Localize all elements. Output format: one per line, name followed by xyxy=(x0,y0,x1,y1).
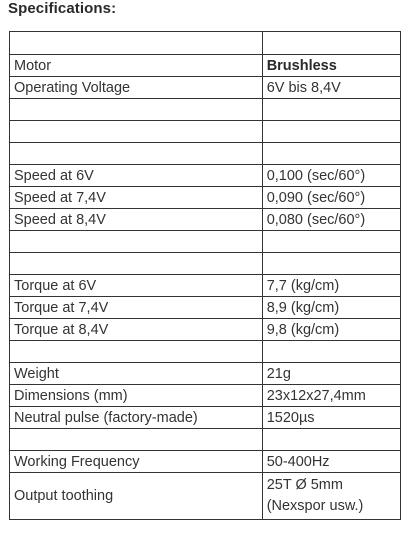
spec-value: 6V bis 8,4V xyxy=(262,77,400,99)
spec-label: Output toothing xyxy=(10,473,263,520)
blank-cell xyxy=(10,341,263,363)
spec-value: 0,080 (sec/60°) xyxy=(262,209,400,231)
spec-value: 21g xyxy=(262,363,400,385)
page-title: Specifications: xyxy=(8,0,117,17)
spec-value: 9,8 (kg/cm) xyxy=(262,319,400,341)
spec-row xyxy=(10,275,401,297)
blank-row xyxy=(10,143,401,165)
spec-row xyxy=(10,77,401,99)
blank-cell xyxy=(262,143,400,165)
spec-label: Speed at 7,4V xyxy=(10,187,263,209)
blank-cell xyxy=(10,253,263,275)
spec-label: Torque at 6V xyxy=(10,275,263,297)
blank-row xyxy=(10,121,401,143)
spec-row xyxy=(10,187,401,209)
spec-row xyxy=(10,209,401,231)
spec-value-line: 25T Ø 5mm xyxy=(266,477,343,493)
spec-label: Operating Voltage xyxy=(10,77,263,99)
spec-row xyxy=(10,385,401,407)
spec-row xyxy=(10,473,401,520)
spec-value: 50-400Hz xyxy=(262,451,400,473)
blank-cell xyxy=(262,99,400,121)
spec-row xyxy=(10,407,401,429)
spec-row xyxy=(10,55,401,77)
blank-cell xyxy=(262,231,400,253)
spec-value-line: (Nexspor usw.) xyxy=(266,498,364,514)
blank-cell xyxy=(10,429,263,451)
spec-value: 23x12x27,4mm xyxy=(262,385,400,407)
spec-value: Brushless xyxy=(262,55,400,77)
spec-row xyxy=(10,165,401,187)
blank-cell xyxy=(262,32,400,55)
blank-row xyxy=(10,231,401,253)
spec-label: Torque at 8,4V xyxy=(10,319,263,341)
blank-row xyxy=(10,341,401,363)
spec-label: Motor xyxy=(10,55,263,77)
spec-label: Speed at 8,4V xyxy=(10,209,263,231)
spec-label: Dimensions (mm) xyxy=(10,385,263,407)
specifications-table xyxy=(9,31,401,520)
blank-cell xyxy=(262,341,400,363)
spec-row xyxy=(10,363,401,385)
spec-label: Weight xyxy=(10,363,263,385)
blank-row xyxy=(10,429,401,451)
spec-value: 0,090 (sec/60°) xyxy=(262,187,400,209)
spec-label: Speed at 6V xyxy=(10,165,263,187)
blank-cell xyxy=(262,121,400,143)
spec-row xyxy=(10,451,401,473)
blank-cell xyxy=(10,32,263,55)
spec-value: 8,9 (kg/cm) xyxy=(262,297,400,319)
spec-row xyxy=(10,319,401,341)
blank-cell xyxy=(10,231,263,253)
blank-row xyxy=(10,253,401,275)
spec-row xyxy=(10,297,401,319)
blank-cell xyxy=(10,143,263,165)
spec-value: 0,100 (sec/60°) xyxy=(262,165,400,187)
blank-cell xyxy=(10,99,263,121)
blank-cell xyxy=(10,121,263,143)
spec-value xyxy=(262,473,400,520)
spec-label: Neutral pulse (factory-made) xyxy=(10,407,263,429)
blank-row xyxy=(10,32,401,55)
blank-row xyxy=(10,99,401,121)
blank-cell xyxy=(262,253,400,275)
spec-value: 7,7 (kg/cm) xyxy=(262,275,400,297)
spec-label: Working Frequency xyxy=(10,451,263,473)
spec-value: 1520µs xyxy=(262,407,400,429)
spec-label: Torque at 7,4V xyxy=(10,297,263,319)
blank-cell xyxy=(262,429,400,451)
